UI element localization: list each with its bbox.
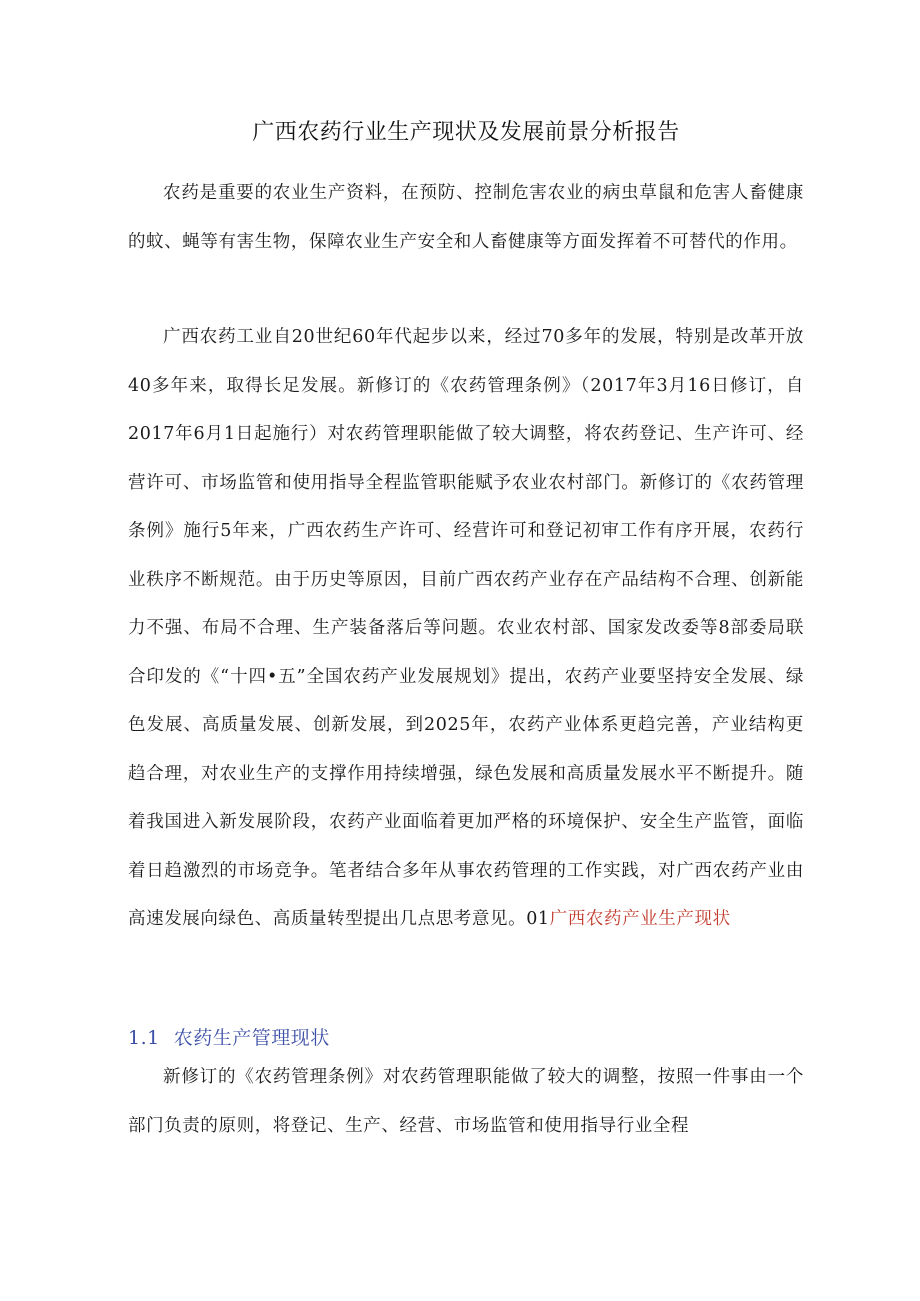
paragraph-background bbox=[128, 313, 804, 944]
section-heading-text: 农药生产管理现状 bbox=[173, 1027, 330, 1049]
section-link-production-status[interactable]: 广西农药产业生产现状 bbox=[549, 909, 731, 929]
section-heading bbox=[128, 1023, 330, 1050]
paragraph-intro: 农药是重要的农业生产资料，在预防、控制危害农业的病虫草鼠和危害人畜健康的蚊、蝇等有害生物，保障农业生产安全和人畜健康等方面发挥着不可替代的作用。 bbox=[128, 183, 804, 252]
document-title: 广西农药行业生产现状及发展前景分析报告 bbox=[252, 120, 680, 145]
paragraph-management: 新修订的《农药管理条例》对农药管理职能做了较大的调整，按照一件事由一个部门负责的原则，将登记、生产、经营、市场监管和使用指导行业全程 bbox=[128, 1067, 804, 1136]
paragraph-background-text: 广西农药工业自20世纪60年代起步以来，经过70多年的发展，特别是改革开放40多年来，取得长足发展。新修订的《农药管理条例》（2017年3月16日修订，自2017年6月1日起施行）对农药管理职能做了较大调整，将农药登记、生产许可、经营许可、市场监管和使用指导全程监管职能赋予农业农村部门。新修订的《农药管理条例》施行5年来，广西农药生产许可、经营许可和登记初审工作有序开展，农药行业秩序不断规范。由于历史等原因，目前广西农药产业存在产品结构不合理、创新能力不强、布局不合理、生产装备落后等问题。农业农村部、国家发改委等8部委局联合印发的《“十四•五”全国农药产业发展规划》提出，农药产业要坚持安全发展、绿色发展、高质量发展、创新发展，到2025年，农药产业体系更趋完善，产业结构更趋合理，对农业生产的支撑作用持续增强，绿色发展和高质量发展水平不断提升。随着我国进入新发展阶段，农药产业面临着更加严格的环境保护、安全生产监管，面临着日趋激烈的市场竞争。笔者结合多年从事农药管理的工作实践，对广西农药产业由高速发展向绿色、高质量转型提出几点思考意见。01 bbox=[128, 327, 804, 929]
section-heading-number: 1.1 bbox=[128, 1027, 160, 1049]
